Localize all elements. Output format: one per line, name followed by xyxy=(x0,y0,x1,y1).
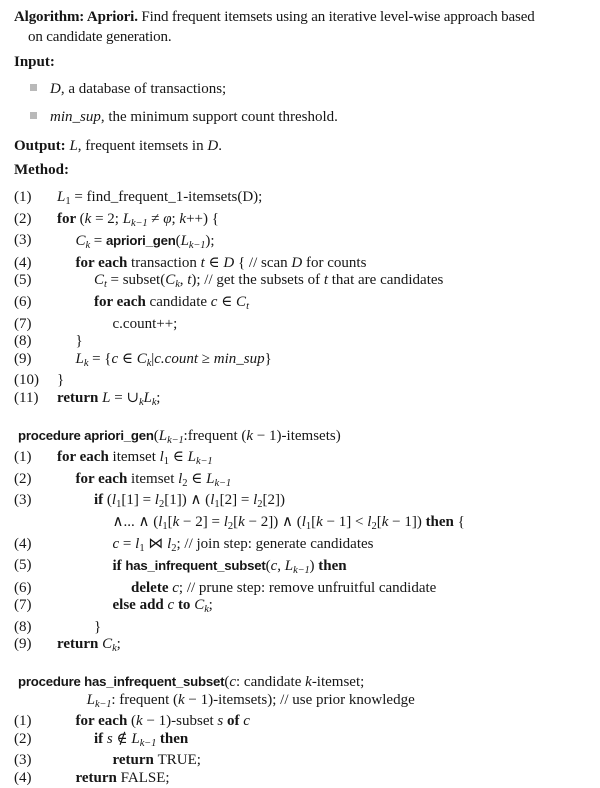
text-segment: , the minimum support count threshold. xyxy=(100,109,338,125)
line-number: (5) xyxy=(14,272,32,289)
code-text xyxy=(57,294,249,316)
text-segment: k−1 xyxy=(94,698,112,710)
text-segment: [1]) ∧ ( xyxy=(164,492,211,509)
text-segment: c xyxy=(270,558,278,575)
text-segment: − 1)-subset xyxy=(142,713,218,730)
text-segment: for counts xyxy=(302,254,367,271)
code-line xyxy=(14,752,600,770)
input-item-text xyxy=(50,81,226,97)
text-segment: itemset xyxy=(131,470,179,487)
main-method-listing xyxy=(14,189,600,412)
bullet-square-icon xyxy=(30,112,37,119)
text-segment: return xyxy=(57,389,103,406)
text-segment: C xyxy=(194,597,205,614)
text-segment: ∧... ∧ ( xyxy=(112,513,159,530)
code-text xyxy=(57,449,212,471)
code-line xyxy=(14,619,600,637)
text-segment: FALSE; xyxy=(120,770,170,787)
text-segment: − 2] = xyxy=(179,513,224,530)
text-segment: t xyxy=(104,279,107,291)
text-segment: k xyxy=(151,396,157,408)
text-segment: for xyxy=(57,210,80,227)
text-segment: for each xyxy=(75,254,132,271)
text-segment: then xyxy=(425,513,458,530)
text-segment: − 1)-itemsets) xyxy=(253,427,341,444)
text-segment: k−1 xyxy=(188,240,206,252)
text-segment: 2 xyxy=(182,477,188,489)
text-segment: l xyxy=(367,513,372,530)
text-segment: D xyxy=(291,254,303,271)
text-segment: ; xyxy=(116,636,121,653)
text-segment: return xyxy=(57,636,103,653)
text-segment: : candidate xyxy=(236,674,306,691)
code-text xyxy=(57,514,465,536)
text-segment: [2]) xyxy=(262,492,285,509)
text-segment: : frequent ( xyxy=(111,691,178,708)
code-line xyxy=(14,189,600,211)
text-segment: for each xyxy=(57,449,113,466)
line-number: (2) xyxy=(14,470,32,487)
code-text xyxy=(57,316,177,334)
text-segment: k xyxy=(246,427,254,444)
text-segment: to xyxy=(174,597,195,614)
algorithm-title-line1 xyxy=(14,7,600,27)
code-text xyxy=(57,713,250,731)
text-segment: L xyxy=(69,138,78,154)
text-segment: if xyxy=(112,558,126,575)
text-segment: delete xyxy=(131,579,173,596)
text-segment: ( xyxy=(175,233,181,250)
text-segment: ( xyxy=(265,558,271,575)
text-segment: l xyxy=(210,492,215,509)
code-text xyxy=(57,255,366,273)
input-item-minsup xyxy=(14,107,600,127)
text-segment: L xyxy=(187,449,196,466)
text-segment: L xyxy=(86,691,95,708)
algorithm-title xyxy=(14,7,600,47)
text-segment: = subset( xyxy=(106,272,166,289)
text-segment: ; // prune step: remove unfruitful candidate xyxy=(178,579,437,596)
text-segment: c xyxy=(243,713,250,730)
text-segment: − 1] < xyxy=(322,513,368,530)
text-segment: k xyxy=(177,691,185,708)
text-segment: c xyxy=(111,350,119,367)
text-segment: [ xyxy=(233,513,239,530)
text-segment: k xyxy=(84,210,92,227)
text-segment: 2 xyxy=(171,542,177,554)
text-segment: 1 xyxy=(305,520,312,532)
text-segment: k−1 xyxy=(214,477,231,489)
text-segment: l xyxy=(159,449,164,466)
text-segment: φ xyxy=(163,210,172,227)
text-segment: L xyxy=(284,558,294,575)
text-segment: else add xyxy=(112,597,168,614)
text-segment: c xyxy=(112,535,120,552)
text-segment: c xyxy=(167,597,175,614)
code-line xyxy=(14,536,600,558)
code-text xyxy=(57,333,83,351)
text-segment: l xyxy=(253,492,258,509)
text-segment: , frequent itemsets in xyxy=(77,138,208,154)
text-segment: k xyxy=(238,513,245,530)
text-segment: ∈ xyxy=(118,350,137,367)
code-line xyxy=(14,597,600,619)
code-text xyxy=(57,272,443,294)
text-segment: [ xyxy=(376,513,382,530)
text-segment: − 1)-itemsets); // use prior knowledge xyxy=(184,691,415,708)
code-text xyxy=(57,752,201,770)
text-segment: 1 xyxy=(65,196,71,207)
text-segment: if xyxy=(94,730,107,747)
text-segment: s xyxy=(106,730,113,747)
code-text xyxy=(57,580,436,598)
text-segment: k−1 xyxy=(167,434,184,446)
line-number: (3) xyxy=(14,752,32,769)
text-segment: L xyxy=(122,210,132,227)
text-segment: 2 xyxy=(257,499,263,511)
code-line xyxy=(14,580,600,598)
text-segment: transaction xyxy=(131,254,201,271)
text-segment: L xyxy=(131,730,140,747)
line-number: (9) xyxy=(14,350,32,367)
text-segment: 1 xyxy=(214,499,220,511)
text-segment: k xyxy=(83,357,89,369)
text-segment: ∈ xyxy=(169,449,188,466)
text-segment: ) xyxy=(309,558,319,575)
text-segment: ++) { xyxy=(186,210,219,227)
text-segment: , xyxy=(179,272,188,289)
text-segment: 2 xyxy=(371,520,377,532)
text-segment: [ xyxy=(311,513,317,530)
code-text xyxy=(57,471,231,493)
code-text xyxy=(57,211,219,233)
text-segment: L xyxy=(102,389,111,406)
text-segment: l xyxy=(301,513,306,530)
text-segment: c xyxy=(210,293,218,310)
algorithm-title-line2 xyxy=(14,27,600,47)
text-segment: ≠ xyxy=(147,210,164,227)
text-segment: = find_frequent_1-itemsets(D); xyxy=(70,189,263,205)
code-text xyxy=(57,619,101,637)
text-segment: ( xyxy=(106,492,112,509)
text-segment: l xyxy=(158,513,163,530)
code-line xyxy=(14,351,600,373)
text-segment: [2] = xyxy=(219,492,254,509)
text-segment: c xyxy=(229,674,236,691)
line-number: (1) xyxy=(14,713,32,730)
text-segment: then xyxy=(159,730,189,747)
text-segment: for each xyxy=(75,713,132,730)
line-number: (5) xyxy=(14,557,32,574)
line-number: (7) xyxy=(14,597,32,614)
method-label: Method: xyxy=(14,162,69,178)
text-segment: procedure has_infrequent_subset xyxy=(18,674,225,690)
text-segment: l xyxy=(135,535,140,552)
code-text xyxy=(57,557,347,580)
text-segment: = ∪ xyxy=(110,389,140,406)
text-segment: ; xyxy=(171,210,180,227)
input-item-text xyxy=(50,109,338,125)
text-segment: D xyxy=(223,254,235,271)
line-number: (3) xyxy=(14,492,32,509)
text-segment: = xyxy=(89,233,106,250)
text-segment: then xyxy=(318,558,347,575)
text-segment: ⋈ xyxy=(144,535,168,552)
input-list xyxy=(14,79,600,127)
line-number: (1) xyxy=(14,189,32,205)
procedure-apriori-gen-listing xyxy=(14,449,600,658)
bullet-square-icon xyxy=(30,84,37,91)
text-segment: } xyxy=(57,372,65,389)
text-segment: [ xyxy=(167,513,173,530)
text-segment: that are candidates xyxy=(328,272,444,289)
text-segment: return xyxy=(112,752,158,769)
text-segment: L xyxy=(75,350,84,367)
text-segment: L xyxy=(158,427,168,444)
text-segment: k xyxy=(175,279,180,291)
line-number: (11) xyxy=(14,389,39,406)
text-segment: } xyxy=(75,333,83,350)
text-segment: k xyxy=(85,240,90,252)
text-segment: Output: xyxy=(14,138,70,154)
text-segment: candidate xyxy=(149,293,211,310)
text-segment: ; xyxy=(156,389,161,406)
code-line xyxy=(14,211,600,233)
code-line xyxy=(14,731,600,753)
text-segment: − 1]) xyxy=(388,513,426,530)
text-segment: l xyxy=(223,513,228,530)
text-segment: for each xyxy=(75,470,132,487)
text-segment: 2 xyxy=(227,520,234,532)
text-segment: if xyxy=(94,492,107,509)
code-text xyxy=(57,536,374,558)
code-line xyxy=(14,272,600,294)
text-segment: } xyxy=(264,350,272,367)
text-segment: ∈ xyxy=(187,470,207,487)
text-segment: C xyxy=(102,636,113,653)
text-segment: ∈ xyxy=(204,254,224,271)
code-text xyxy=(57,492,285,514)
text-segment: ∉ xyxy=(112,730,132,747)
text-segment: ( xyxy=(79,210,85,227)
line-number: (4) xyxy=(14,535,32,552)
text-segment: has_infrequent_subset xyxy=(125,558,266,574)
text-segment: , xyxy=(277,558,285,575)
line-number: (3) xyxy=(14,232,32,249)
text-segment: c.count++; xyxy=(112,315,178,332)
code-line xyxy=(14,514,600,536)
text-segment: on candidate generation. xyxy=(28,29,172,45)
line-number: (7) xyxy=(14,315,32,332)
text-segment: t xyxy=(323,272,329,289)
code-line xyxy=(14,692,600,714)
text-segment: L xyxy=(206,470,215,487)
text-segment: ∈ xyxy=(217,293,237,310)
input-label: Input: xyxy=(14,54,55,70)
text-segment: k xyxy=(179,210,187,227)
code-line xyxy=(14,557,600,580)
code-line xyxy=(14,255,600,273)
text-segment: C xyxy=(165,272,176,289)
text-segment: Algorithm: Apriori. xyxy=(14,9,138,25)
code-text xyxy=(57,351,272,373)
text-segment: D xyxy=(50,81,61,97)
code-line xyxy=(14,372,600,390)
text-segment: k xyxy=(146,357,152,369)
text-segment: s xyxy=(217,713,224,730)
line-number: (4) xyxy=(14,770,32,787)
text-segment: procedure apriori_gen xyxy=(18,427,154,443)
text-segment: 1 xyxy=(162,520,168,532)
text-segment: l xyxy=(167,535,172,552)
text-segment: itemset xyxy=(112,449,160,466)
text-segment: l xyxy=(111,492,117,509)
text-segment: k−1 xyxy=(293,565,310,577)
line-number: (1) xyxy=(14,449,32,466)
code-text xyxy=(57,189,262,211)
text-segment: − 2]) ∧ ( xyxy=(244,513,302,530)
text-segment: . xyxy=(218,138,222,154)
text-segment: C xyxy=(94,272,105,289)
text-segment: k xyxy=(381,513,389,530)
output-line xyxy=(14,136,600,156)
text-segment: 1 xyxy=(163,456,170,468)
text-segment: 1 xyxy=(116,499,122,511)
text-segment: for each xyxy=(94,293,150,310)
code-text xyxy=(57,232,215,255)
text-segment: [1] = xyxy=(121,492,155,509)
text-segment: ( xyxy=(224,674,230,691)
text-segment: | xyxy=(151,350,155,367)
code-text xyxy=(57,692,415,714)
text-segment: ; xyxy=(208,597,213,614)
text-segment: L xyxy=(180,233,189,250)
code-line xyxy=(14,316,600,334)
text-segment: c.count xyxy=(154,350,198,367)
text-segment: = { xyxy=(88,350,112,367)
procedure-apriori-gen-header xyxy=(14,427,600,450)
text-segment: -itemset; xyxy=(311,674,365,691)
code-line xyxy=(14,232,600,255)
code-line xyxy=(14,770,600,788)
line-number: (9) xyxy=(14,636,32,653)
text-segment: ); // get the subsets of xyxy=(191,272,324,289)
text-segment: ( xyxy=(153,427,159,444)
code-line xyxy=(14,390,600,412)
code-text xyxy=(57,597,213,619)
text-segment: ); xyxy=(205,233,215,250)
line-number: (10) xyxy=(14,372,39,389)
code-line xyxy=(14,333,600,351)
text-segment: TRUE; xyxy=(157,752,201,769)
procedure-has-infrequent-subset-listing xyxy=(14,692,600,788)
line-number: (8) xyxy=(14,618,32,635)
code-text xyxy=(57,731,188,753)
text-segment: } xyxy=(94,618,102,635)
procedure-has-infrequent-subset-header xyxy=(14,673,600,692)
text-segment: k−1 xyxy=(196,456,213,468)
text-segment: l xyxy=(178,470,183,487)
text-segment: C xyxy=(75,233,86,250)
code-text xyxy=(57,372,64,390)
text-segment: 2 xyxy=(158,499,165,511)
text-segment: apriori_gen xyxy=(105,233,176,249)
text-segment: , a database of transactions; xyxy=(60,81,227,97)
text-segment: 1 xyxy=(139,542,145,554)
text-segment: k−1 xyxy=(131,217,148,229)
code-line xyxy=(14,471,600,493)
text-segment: = xyxy=(119,535,136,552)
line-number: (2) xyxy=(14,730,32,747)
code-line xyxy=(14,492,600,514)
text-segment: k xyxy=(305,674,312,691)
text-segment: l xyxy=(154,492,159,509)
code-line xyxy=(14,449,600,471)
text-segment: :frequent ( xyxy=(183,427,247,444)
text-segment: ≥ xyxy=(198,350,214,367)
input-item-database xyxy=(14,79,600,99)
text-segment: min_sup xyxy=(213,350,265,367)
text-segment: = 2; xyxy=(91,210,123,227)
line-number: (6) xyxy=(14,293,32,310)
text-segment: C xyxy=(136,350,147,367)
text-segment: k xyxy=(172,513,180,530)
text-segment: D xyxy=(207,138,219,154)
text-segment: t xyxy=(187,272,192,289)
text-segment: k xyxy=(204,604,209,616)
text-segment: k xyxy=(136,713,143,730)
code-text xyxy=(57,770,170,788)
code-text xyxy=(57,390,160,412)
text-segment: min_sup xyxy=(50,109,101,125)
text-segment: C xyxy=(236,293,247,310)
text-segment: L xyxy=(143,389,152,406)
line-number: (8) xyxy=(14,333,32,350)
text-segment: Find frequent itemsets using an iterative level-wise approach based xyxy=(137,9,535,25)
text-segment: k xyxy=(139,396,144,408)
text-segment: k xyxy=(112,643,117,655)
line-number: (6) xyxy=(14,579,32,596)
text-segment: k xyxy=(316,513,323,530)
text-segment: k−1 xyxy=(139,737,157,749)
code-line xyxy=(14,713,600,731)
text-segment: ; // join step: generate candidates xyxy=(176,535,374,552)
text-segment: L xyxy=(57,189,66,205)
text-segment: t xyxy=(200,254,205,271)
text-segment: { xyxy=(457,513,465,530)
text-segment: return xyxy=(75,770,121,787)
code-line xyxy=(14,636,600,658)
code-line xyxy=(14,294,600,316)
line-number: (2) xyxy=(14,210,32,227)
text-segment: { // scan xyxy=(234,254,292,271)
text-segment: t xyxy=(246,300,249,312)
text-segment: of xyxy=(223,713,244,730)
text-segment: ( xyxy=(131,713,137,730)
code-text xyxy=(57,636,121,658)
line-number: (4) xyxy=(14,254,32,271)
text-segment: c xyxy=(172,579,179,596)
